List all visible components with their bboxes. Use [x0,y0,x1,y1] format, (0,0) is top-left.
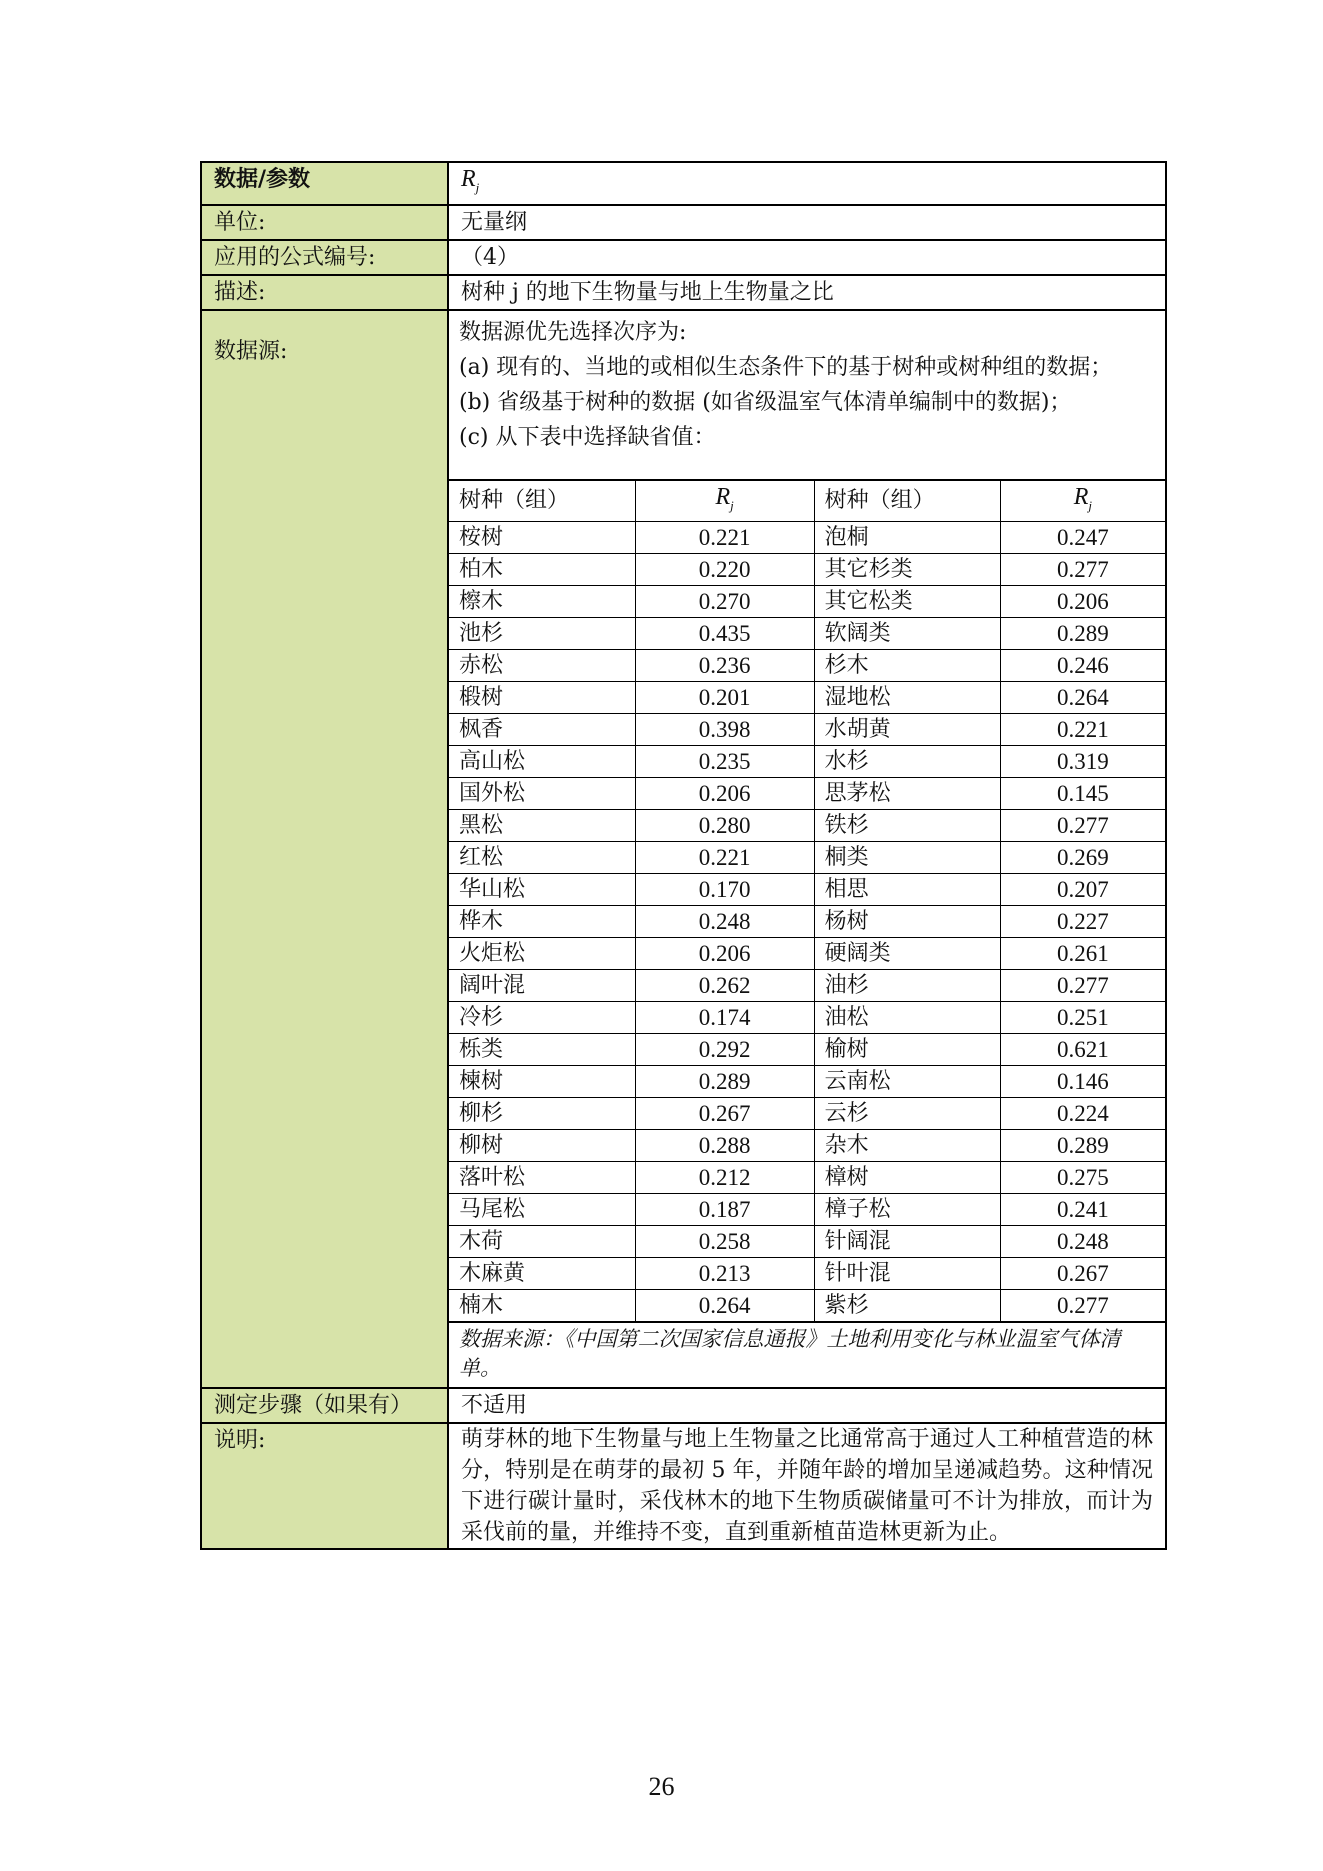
remarks-value: 萌芽林的地下生物量与地上生物量之比通常高于通过人工种植营造的林分，特别是在萌芽的最初 5 年，并随年龄的增加呈递减趋势。这种情况下进行碳计量时，采伐林木的地下生物质碳储量可不计为排放，而计为采伐前的量，并维持不变，直到重新植苗造林更新为止。 [461,1426,1153,1545]
species-name: 樟子松 [814,1193,1000,1225]
page-number: 26 [648,1772,675,1801]
species-name: 楝树 [449,1065,635,1097]
unit-label: 单位: [201,205,448,240]
species-rj-value: 0.227 [1000,905,1165,937]
default-values-row [449,617,1165,649]
species-name: 高山松 [449,745,635,777]
description-row [201,275,1166,310]
species-name: 云杉 [814,1097,1000,1129]
formula-value: （4） [448,240,1166,275]
data-source-item-c: (c) 从下表中选择缺省值： [459,424,716,450]
species-rj-value: 0.277 [1000,809,1165,841]
species-rj-value: 0.220 [635,553,814,585]
remarks-cell [448,1423,1166,1549]
species-rj-value: 0.224 [1000,1097,1165,1129]
species-rj-value: 0.206 [635,937,814,969]
species-name: 木麻黄 [449,1257,635,1289]
species-rj-value: 0.262 [635,969,814,1001]
species-name: 相思 [814,873,1000,905]
species-name: 湿地松 [814,681,1000,713]
default-values-row [449,777,1165,809]
species-name: 马尾松 [449,1193,635,1225]
species-name: 泡桐 [814,521,1000,553]
species-name: 冷杉 [449,1001,635,1033]
species-rj-value: 0.277 [1000,553,1165,585]
default-values-row [449,1289,1165,1321]
default-values-row [449,969,1165,1001]
species-rj-value: 0.267 [635,1097,814,1129]
data-source-intro-text: 数据源优先选择次序为: [459,319,687,345]
default-values-row [449,1097,1165,1129]
species-rj-value: 0.269 [1000,841,1165,873]
data-source-note: 数据来源：《中国第二次国家信息通报》土地利用变化与林业温室气体清单。 [449,1322,1165,1387]
procedure-label: 测定步骤（如果有） [201,1388,448,1423]
remarks-row [201,1423,1166,1549]
species-name: 池杉 [449,617,635,649]
species-name: 硬阔类 [814,937,1000,969]
species-name: 油松 [814,1001,1000,1033]
default-values-row [449,521,1165,553]
species-rj-value: 0.251 [1000,1001,1165,1033]
species-name: 水胡黄 [814,713,1000,745]
parameter-sheet [200,161,1167,1550]
species-rj-value: 0.247 [1000,521,1165,553]
col-species-header-2: 树种（组） [814,480,1000,522]
species-name: 柏木 [449,553,635,585]
species-name: 杉木 [814,649,1000,681]
species-rj-value: 0.213 [635,1257,814,1289]
default-values-row [449,873,1165,905]
default-values-table [449,479,1165,1322]
species-rj-value: 0.267 [1000,1257,1165,1289]
species-rj-value: 0.289 [1000,617,1165,649]
data-source-item-a: (a) 现有的、当地的或相似生态条件下的基于树种或树种组的数据； [459,354,1113,380]
unit-value: 无量纲 [448,205,1166,240]
col-r-header-2: $R_j$ [1000,480,1165,522]
formula-row [201,240,1166,275]
species-name: 铁杉 [814,809,1000,841]
species-name: 华山松 [449,873,635,905]
species-rj-value: 0.207 [1000,873,1165,905]
species-rj-value: 0.277 [1000,1289,1165,1321]
species-name: 思茅松 [814,777,1000,809]
species-rj-value: 0.206 [1000,585,1165,617]
species-name: 针阔混 [814,1225,1000,1257]
species-rj-value: 0.264 [635,1289,814,1321]
species-rj-value: 0.221 [1000,713,1165,745]
species-name: 榆树 [814,1033,1000,1065]
default-values-row [449,905,1165,937]
species-name: 紫杉 [814,1289,1000,1321]
species-name: 软阔类 [814,617,1000,649]
species-rj-value: 0.145 [1000,777,1165,809]
default-values-row [449,1257,1165,1289]
remarks-label: 说明: [201,1423,448,1549]
species-name: 杂木 [814,1129,1000,1161]
default-values-row [449,1161,1165,1193]
species-rj-value: 0.146 [1000,1065,1165,1097]
procedure-value: 不适用 [448,1388,1166,1423]
species-rj-value: 0.275 [1000,1161,1165,1193]
species-name: 其它杉类 [814,553,1000,585]
species-rj-value: 0.248 [635,905,814,937]
header-label: 数据/参数 [201,162,448,205]
species-rj-value: 0.621 [1000,1033,1165,1065]
species-name: 枫香 [449,713,635,745]
species-rj-value: 0.289 [635,1065,814,1097]
default-values-row [449,1225,1165,1257]
default-values-row [449,1193,1165,1225]
species-name: 檫木 [449,585,635,617]
default-values-row [449,937,1165,969]
species-name: 赤松 [449,649,635,681]
data-source-label: 数据源: [201,310,448,1388]
col-r-header: $R_j$ [635,480,814,522]
species-name: 木荷 [449,1225,635,1257]
default-values-row [449,649,1165,681]
species-name: 黑松 [449,809,635,841]
species-rj-value: 0.221 [635,841,814,873]
description-value: 树种 j 的地下生物量与地上生物量之比 [448,275,1166,310]
default-values-row [449,553,1165,585]
default-values-row [449,585,1165,617]
species-rj-value: 0.206 [635,777,814,809]
species-name: 楠木 [449,1289,635,1321]
species-rj-value: 0.277 [1000,969,1165,1001]
procedure-row [201,1388,1166,1423]
species-rj-value: 0.170 [635,873,814,905]
species-name: 火炬松 [449,937,635,969]
species-name: 落叶松 [449,1161,635,1193]
species-name: 栎类 [449,1033,635,1065]
species-name: 桉树 [449,521,635,553]
species-rj-value: 0.289 [1000,1129,1165,1161]
species-rj-value: 0.264 [1000,681,1165,713]
default-values-header-row [449,480,1165,522]
default-values-row [449,1129,1165,1161]
species-name: 樟树 [814,1161,1000,1193]
species-name: 柳杉 [449,1097,635,1129]
data-source-item-b: (b) 省级基于树种的数据 (如省级温室气体清单编制中的数据)； [459,389,1072,415]
species-rj-value: 0.270 [635,585,814,617]
description-label: 描述: [201,275,448,310]
data-source-cell [448,310,1166,1388]
data-source-intro [449,311,1165,479]
default-values-row [449,713,1165,745]
default-values-row [449,1065,1165,1097]
species-name: 国外松 [449,777,635,809]
species-rj-value: 0.221 [635,521,814,553]
data-source-row [201,310,1166,1388]
species-rj-value: 0.398 [635,713,814,745]
species-name: 桦木 [449,905,635,937]
species-name: 红松 [449,841,635,873]
species-rj-value: 0.201 [635,681,814,713]
default-values-row [449,1033,1165,1065]
col-species-header: 树种（组） [449,480,635,522]
species-name: 水杉 [814,745,1000,777]
default-values-row [449,745,1165,777]
species-name: 桐类 [814,841,1000,873]
species-rj-value: 0.292 [635,1033,814,1065]
header-row [201,162,1166,205]
species-name: 针叶混 [814,1257,1000,1289]
header-symbol: $R_j$ [448,162,1166,205]
default-values-row [449,681,1165,713]
species-name: 油杉 [814,969,1000,1001]
parameter-table [200,161,1167,1550]
species-rj-value: 0.280 [635,809,814,841]
species-name: 椴树 [449,681,635,713]
formula-label: 应用的公式编号: [201,240,448,275]
unit-row [201,205,1166,240]
species-rj-value: 0.288 [635,1129,814,1161]
species-rj-value: 0.174 [635,1001,814,1033]
species-name: 杨树 [814,905,1000,937]
species-rj-value: 0.187 [635,1193,814,1225]
species-name: 柳树 [449,1129,635,1161]
species-rj-value: 0.261 [1000,937,1165,969]
species-name: 阔叶混 [449,969,635,1001]
species-rj-value: 0.212 [635,1161,814,1193]
species-rj-value: 0.246 [1000,649,1165,681]
species-rj-value: 0.235 [635,745,814,777]
species-rj-value: 0.241 [1000,1193,1165,1225]
species-rj-value: 0.236 [635,649,814,681]
species-rj-value: 0.258 [635,1225,814,1257]
default-values-row [449,1001,1165,1033]
species-rj-value: 0.319 [1000,745,1165,777]
default-values-row [449,841,1165,873]
species-rj-value: 0.435 [635,617,814,649]
default-values-row [449,809,1165,841]
species-name: 其它松类 [814,585,1000,617]
species-rj-value: 0.248 [1000,1225,1165,1257]
species-name: 云南松 [814,1065,1000,1097]
